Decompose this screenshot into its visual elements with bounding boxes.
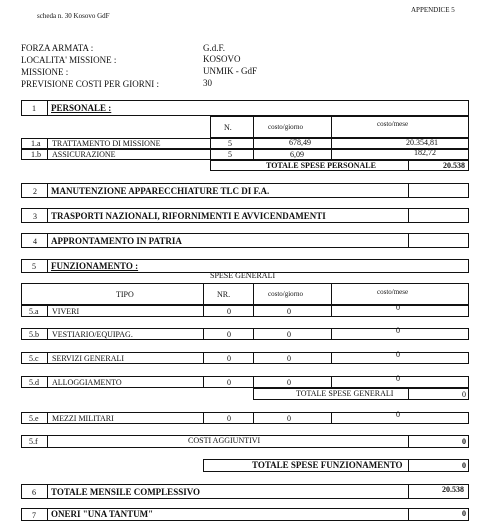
row-code: 1.b [31, 150, 41, 159]
totale-mensile-value: 20.538 [442, 485, 464, 494]
totale-mensile-label: TOTALE MENSILE COMPLESSIVO [51, 487, 201, 497]
row-code: 5.c [29, 354, 39, 363]
row-giorno: 0 [287, 354, 291, 363]
totale-funzionamento-value: 0 [462, 461, 466, 470]
section-number: 2 [33, 187, 37, 196]
section-number: 4 [33, 237, 37, 246]
row-label: SERVIZI GENERALI [52, 354, 125, 363]
row-code: 5.e [29, 414, 39, 423]
scheda-label: scheda n. 30 Kosovo GdF [37, 12, 110, 20]
col-costo-mese: costo/mese [377, 288, 409, 296]
section-number: 6 [32, 488, 36, 497]
row-mese: 0 [396, 303, 400, 312]
section-title: TRASPORTI NAZIONALI, RIFORNIMENTI E AVVICENDAMENTI [51, 211, 326, 221]
info-label: LOCALITA' MISSIONE : [21, 55, 117, 65]
row-giorno: 0 [287, 330, 291, 339]
personale-total-value: 20.538 [443, 161, 465, 170]
col-costo-giorno: costo/giorno [268, 290, 303, 298]
row-label: TRATTAMENTO DI MISSIONE [52, 139, 161, 148]
row-mese: 182,72 [414, 148, 436, 157]
row-label: VESTIARIO/EQUIPAG. [52, 330, 133, 339]
row-nr: 0 [227, 354, 231, 363]
spese-generali-label: SPESE GENERALI [210, 271, 276, 280]
row-label: MEZZI MILITARI [52, 414, 114, 423]
row-nr: 0 [227, 414, 231, 423]
row-n: 5 [228, 150, 232, 159]
oneri-value: 0 [462, 509, 466, 518]
row-nr: 0 [227, 330, 231, 339]
personale-title: PERSONALE : [51, 103, 112, 113]
row-code: 5.f [29, 437, 38, 446]
row-label: VIVERI [52, 307, 80, 316]
totale-generali-value: 0 [462, 390, 466, 399]
row-code: 5.d [29, 378, 39, 387]
appendice-label: APPENDICE 5 [411, 6, 455, 14]
row-label: ASSICURAZIONE [52, 150, 116, 159]
row-giorno: 0 [287, 378, 291, 387]
row-mese: 0 [396, 374, 400, 383]
section-title: APPRONTAMENTO IN PATRIA [51, 236, 182, 246]
info-value: G.d.F. [203, 43, 226, 53]
section-number: 5 [32, 262, 36, 271]
row-nr: 0 [227, 307, 231, 316]
col-tipo: TIPO [116, 290, 134, 299]
row-n: 5 [228, 139, 232, 148]
col-costo-mese: costo/mese [377, 120, 409, 128]
row-mese: 0 [396, 410, 400, 419]
funzionamento-title: FUNZIONAMENTO : [51, 261, 139, 271]
row-giorno: 0 [287, 414, 291, 423]
section-number: 7 [32, 511, 36, 520]
info-value: UNMIK - GdF [203, 66, 257, 76]
totale-funzionamento-label: TOTALE SPESE FUNZIONAMENTO [252, 460, 403, 470]
costi-aggiuntivi-label: COSTI AGGIUNTIVI [188, 436, 261, 445]
row-giorno: 678,49 [289, 138, 311, 147]
row-mese: 0 [396, 326, 400, 335]
info-label: PREVISIONE COSTI PER GIORNI : [21, 79, 160, 89]
personale-total-label: TOTALE SPESE PERSONALE [266, 161, 376, 170]
section-number: 3 [33, 212, 37, 221]
row-mese: 0 [396, 350, 400, 359]
section-title: MANUTENZIONE APPARECCHIATURE TLC DI F.A. [51, 186, 270, 196]
row-giorno: 0 [287, 307, 291, 316]
personale-col-header [210, 116, 469, 138]
info-label: FORZA ARMATA : [21, 43, 94, 53]
row-mese: 20.354,81 [406, 138, 438, 147]
row-code: 5.a [29, 307, 39, 316]
row-code: 1.a [31, 139, 41, 148]
section-number: 1 [32, 104, 36, 113]
info-value: KOSOVO [203, 54, 241, 64]
info-value: 30 [203, 78, 212, 88]
costi-aggiuntivi-value: 0 [462, 437, 466, 446]
col-nr: NR. [217, 290, 231, 299]
col-costo-giorno: costo/giorno [268, 123, 303, 131]
row-label: ALLOGGIAMENTO [52, 378, 122, 387]
totale-generali-label: TOTALE SPESE GENERALI [296, 389, 394, 398]
oneri-label: ONERI "UNA TANTUM" [51, 509, 154, 519]
col-n: N. [224, 123, 232, 132]
info-label: MISSIONE : [21, 67, 69, 77]
row-nr: 0 [227, 378, 231, 387]
table-row [21, 305, 469, 317]
row-giorno: 6,09 [290, 150, 304, 159]
row-code: 5.b [29, 330, 39, 339]
